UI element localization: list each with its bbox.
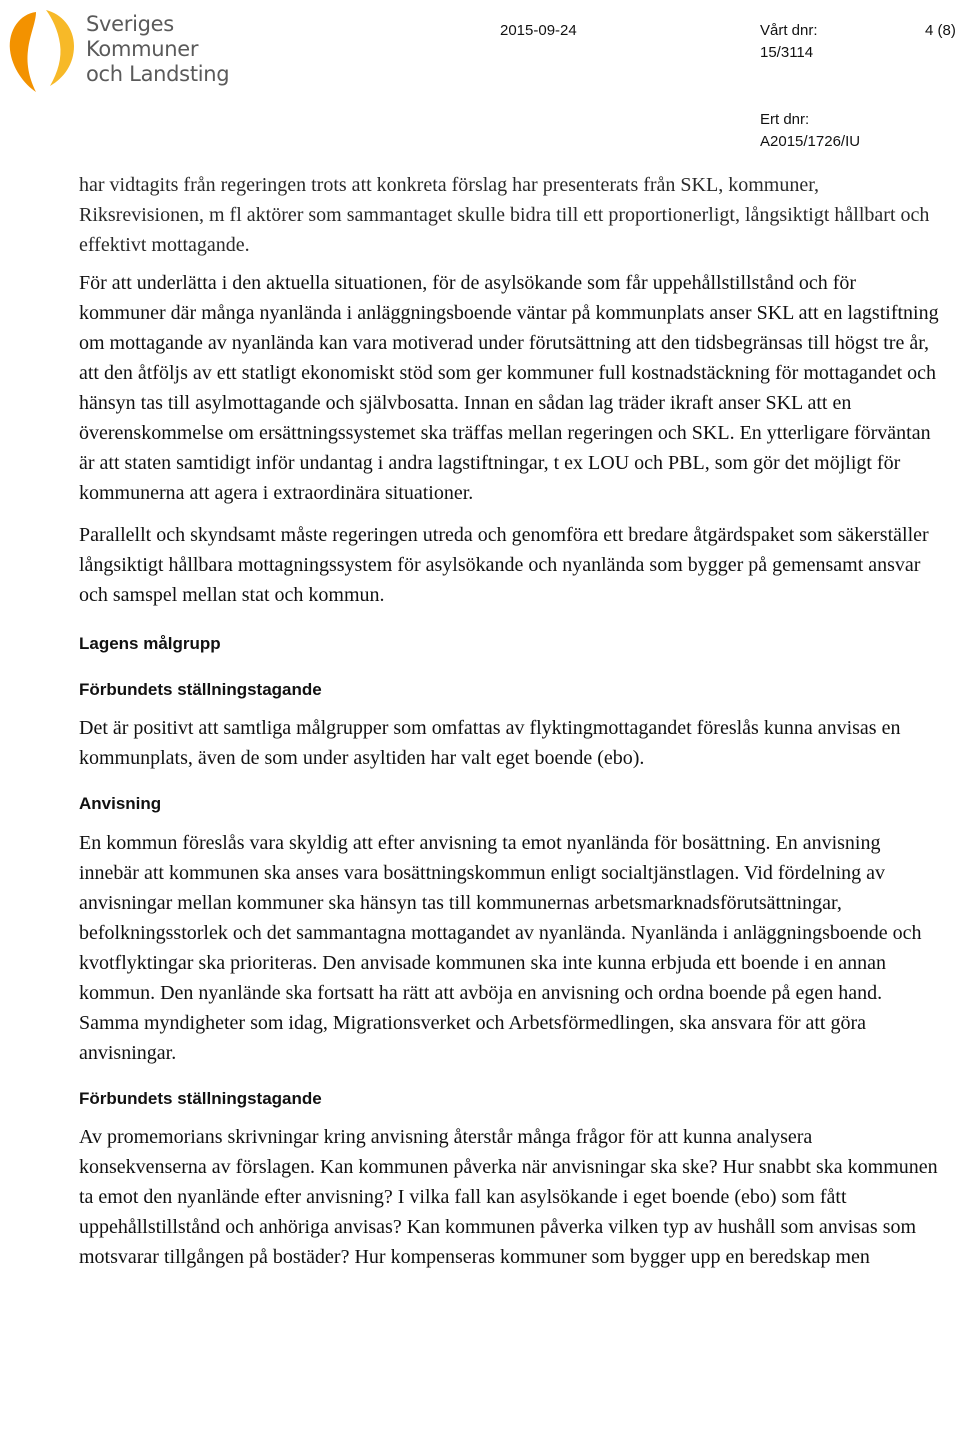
our-reference <box>760 20 818 64</box>
heading-target-group: Lagens målgrupp <box>79 634 221 653</box>
skl-logo <box>6 6 230 96</box>
heading-assignment: Anvisning <box>79 794 162 813</box>
document-date: 2015-09-24 <box>500 22 577 39</box>
paragraph-parallel: Parallellt och skyndsamt måste regeringen utreda och genomföra ett bredare åtgärdspaket som säkerställer långsiktigt hållbara mottagningssystem för asylsökande och nyanlända som bygger på gemensamt ansvar och samspel mellan stat och kommun. <box>79 524 929 606</box>
paragraph-skl-position: För att underlätta i den aktuella situationen, för de asylsökande som får uppehållstillstånd och för kommuner där många nyanlända i anläggningsboende väntar på kommunplats anser SKL att en lagstiftning om mottagande av nyanlända kan vara motiverad under förutsättning att den tidsbegränsas till högst tre år, att den åtföljs av ett statligt ekonomiskt stöd som ger kommuner full kostnadstäckning för mottagandet och hänsyn tas till asylmottagande och självbosatta. Innan en sådan lag träder ikraft anser SKL att en överenskommelse om ersättningssystemet ska träffas mellan regeringen och SKL. En ytterligare förväntan är att staten samtidigt inför undantag i andra lagstiftningar, t ex LOU och PBL, som gör det möjligt för kommunerna att agera i extraordinära situationer. <box>79 272 939 504</box>
logo-line-2: Kommuner <box>86 37 199 61</box>
your-reference <box>760 109 860 153</box>
page-number: 4 (8) <box>925 22 956 39</box>
heading-position-1: Förbundets ställningstagande <box>79 680 322 699</box>
heading-position-2: Förbundets ställningstagande <box>79 1089 322 1108</box>
logo-line-3: och Landsting <box>86 62 230 86</box>
paragraph-intro: har vidtagits från regeringen trots att konkreta förslag har presenterats från SKL, kommuner, Riksrevisionen, m fl aktörer som sammantaget skulle bidra till ett proportionerligt, långsiktigt hållbart och effektivt mottagande. <box>79 174 930 256</box>
your-reference-label: Ert dnr: <box>760 111 810 128</box>
our-reference-value: 15/3114 <box>760 44 814 61</box>
paragraph-questions: Av promemorians skrivningar kring anvisning återstår många frågor för att kunna analysera konsekvenserna av förslagen. Kan kommunen påverka när anvisningar ska ske? Hur snabbt ska kommunen ta emot den nyanlände efter anvisning? I vilka fall kan asylsökande i eget boende (ebo) som fått uppehållstillstånd och anhöriga anvisas? Kan kommunen påverka vilken typ av hushåll som anvisas som motsvarar tillgången på bostäder? Hur kompenseras kommuner som bygger upp en beredskap men <box>79 1126 938 1268</box>
paragraph-assignment: En kommun föreslås vara skyldig att efter anvisning ta emot nyanlända för bosättning. En anvisning innebär att kommunen ska anses vara bosättningskommun enligt socialtjänstlagen. Vid fördelning av anvisningar mellan kommuner ska hänsyn tas till kommunernas arbetsmarknadsförutsättningar, befolkningsstorlek och det sammantagna mottagandet av nyanlända. Nyanlända i anläggningsboende och kvotflyktingar ska prioriteras. Den anvisade kommunen ska inte kunna erbjuda ett boende i en annan kommun. Den nyanlände ska fortsatt ha rätt att avböja en anvisning och ordna boende på egen hand. Samma myndigheter som idag, Migrationsverket och Arbetsförmedlingen, ska ansvara för att göra anvisningar. <box>79 832 922 1064</box>
paragraph-target-group: Det är positivt att samtliga målgrupper som omfattas av flyktingmottagandet föreslås kunna anvisas en kommunplats, även de som under asyltiden har valt eget boende (ebo). <box>79 717 901 769</box>
your-reference-value: A2015/1726/IU <box>760 133 861 150</box>
our-reference-label: Vårt dnr: <box>760 22 818 39</box>
skl-emblem-icon <box>6 6 82 96</box>
document-body <box>79 170 939 1272</box>
logo-line-1: Sveriges <box>86 12 174 36</box>
